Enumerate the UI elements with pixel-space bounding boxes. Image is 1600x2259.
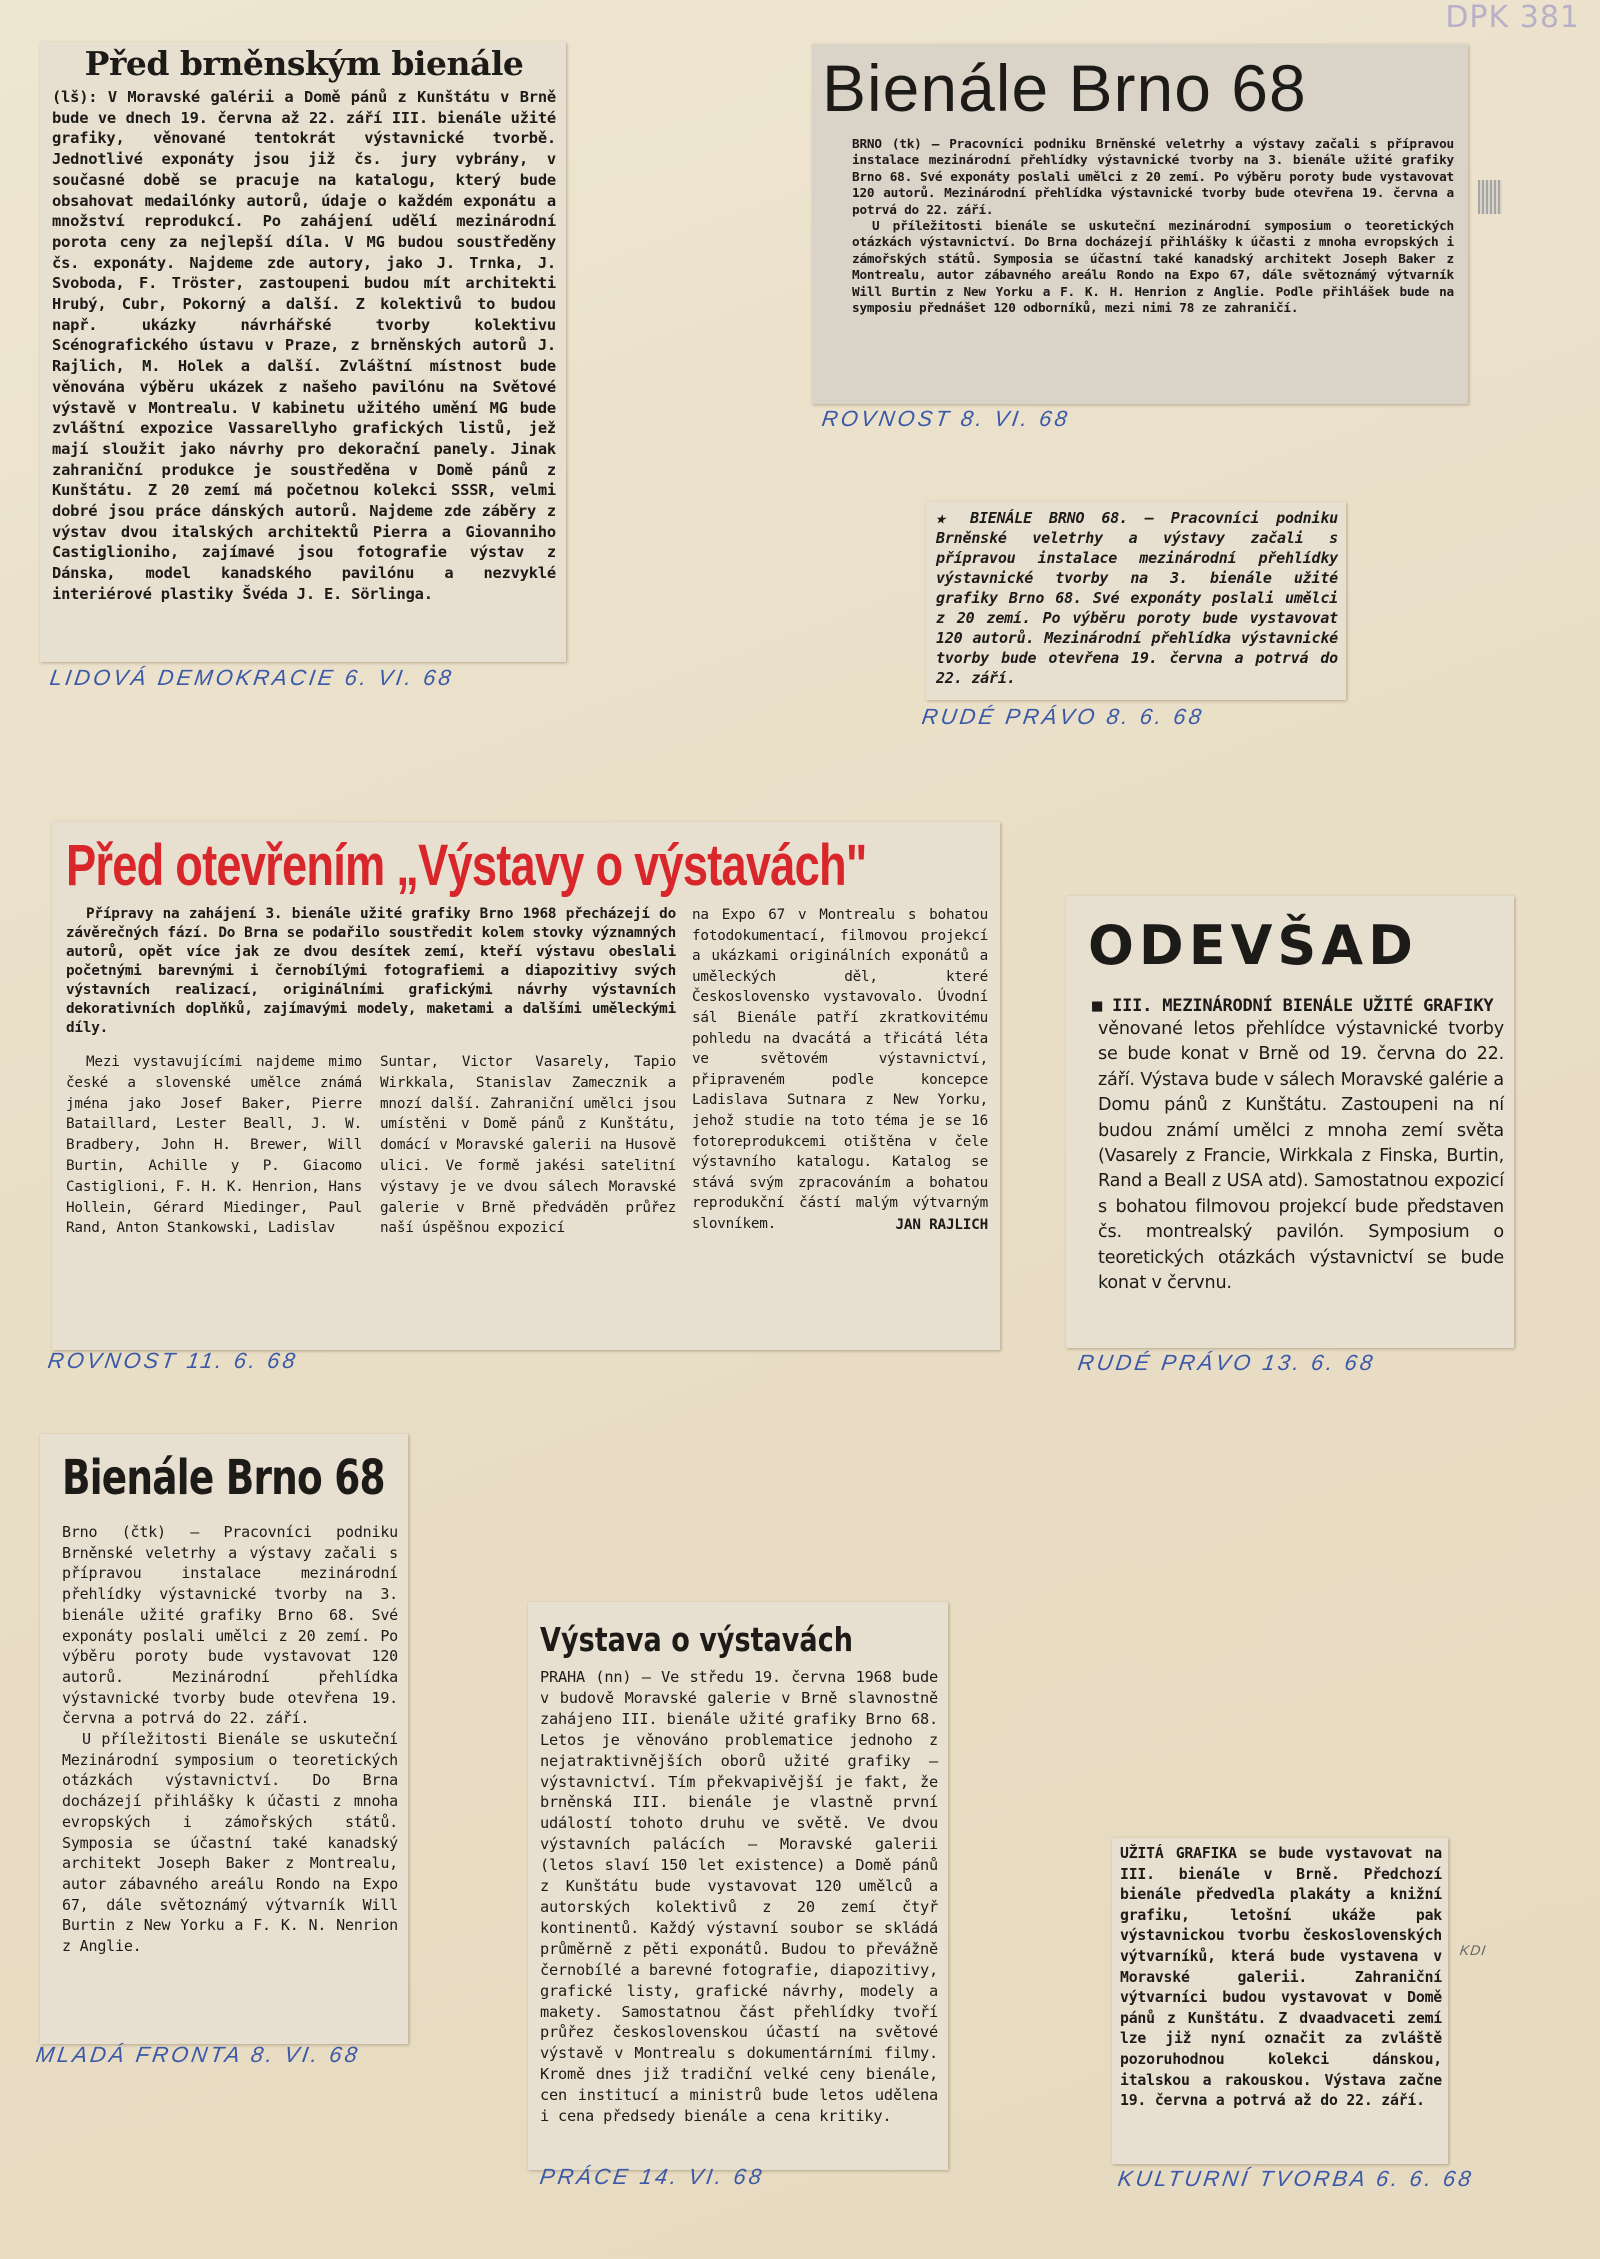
- clipping-headline: Bienále Brno 68: [62, 1450, 385, 1506]
- clipping-prace: [528, 1602, 948, 2170]
- clipping-kulturni-tvorba: [1112, 1838, 1448, 2164]
- clipping-lidova-demokracie: [40, 42, 566, 662]
- side-mark: KDI: [1458, 1942, 1488, 1958]
- article-column-3: na Expo 67 v Montrealu s bohatou fotodokumentací, filmovou projekcí a ukázkami originálních exponátů a uměleckých děl, které Československo vystavovalo. Úvodní sál Bienále patří zkratkovitému pohledu na dvacátá a třicátá léta ve světovém výstavnictví, připraveném podle koncepce Ladislava Sutnara z New Yorku, jehož studie na toto téma je se 16 fotoreprodukcemi otištěna v čele výstavního katalogu. Katalog se stává svým zpracováním a bohatou reprodukční částí malým výtvarným slovníkem.: [692, 907, 988, 1232]
- clipping-headline: Před otevřením „Výstavy o výstavách": [66, 833, 867, 898]
- edge-stamp: [1478, 180, 1502, 214]
- clipping-headline: Bienále Brno 68: [822, 51, 1307, 125]
- clipping-text: U příležitosti Bienále se uskuteční Mezinárodní symposium o teoretických otázkách výstavnictví. Do Brna docházejí přihlášky k účasti z mnoha evropských i zámořských států. Symposia se účastní také kanadský architekt Joseph Baker z Montrealu, autor zábavného areálu Rondo na Expo 67, dále světoznámý výtvarník Will Burtin z New Yorku a F. K. N. Nenrion z Anglie.: [62, 1730, 398, 1956]
- article-columns: [66, 905, 988, 1239]
- clipping-rude-pravo-2: [1066, 896, 1514, 1348]
- clipping-source: KULTURNÍ TVORBA 6. 6. 68: [1116, 2166, 1476, 2191]
- article-column-2: Suntar, Victor Vasarely, Tapio Wirkkala, Stanislav Zamecznik a mnozí další. Zahraniční umělci jsou umístěni v Domě pánů z Kunštátu, domácí v Moravské galerii na Husově ulici. Ve formě jakési satelitní výstavy je ve dvou sálech Moravské galerie v Brně předváděn průřez naší úspěšnou expozicí: [380, 1054, 676, 1237]
- clipping-source: ROVNOST 8. VI. 68: [820, 406, 1072, 431]
- clipping-source: MLADÁ FRONTA 8. VI. 68: [34, 2042, 362, 2067]
- clipping-mlada-fronta: [40, 1434, 408, 2044]
- clipping-text: U příležitosti bienále se uskuteční mezinárodní symposium o teoretických otázkách výstavnictví. Do Brna docházejí přihlášky k účasti z mnoha evropských i zámořských států. Symposia se účastní také kanadský architekt Joseph Baker z Montrealu, autor zábavného areálu Rondo na Expo 67, dále světoznámý výtvarník Will Burtin z New Yorku a F. K. H. Henrion z Anglie. Podle přihlášek bude na symposiu přednášet 120 odborníků, mezi nimi 78 ze zahraničí.: [852, 218, 1454, 316]
- clipping-source: RUDÉ PRÁVO 8. 6. 68: [920, 704, 1206, 729]
- article-lead: Přípravy na zahájení 3. bienále užité grafiky Brno 1968 přecházejí do závěrečných fází. Do Brna se podařilo soustředit kolem stovky významných autorů, opět více jak ze dvou desítek zemí, kteří výstavu obeslali početnými barevnými i černobílými fotografiemi a diapozitivy svých výstavních realizací, originálními grafickými návrhy výstavních dekorativních doplňků, zajímavými modely, maketami a dalšími uměleckými díly.: [66, 906, 676, 1036]
- clipping-source: RUDÉ PRÁVO 13. 6. 68: [1076, 1350, 1378, 1375]
- clipping-source: LIDOVÁ DEMOKRACIE 6. VI. 68: [48, 665, 456, 690]
- text-columns: [66, 1052, 676, 1239]
- clipping-text: Brno (čtk) — Pracovníci podniku Brněnské veletrhy a výstavy začali s přípravou instalace mezinárodní přehlídky výstavnické tvorby na 3. bienále užité grafiky Brno 68. Své exponáty poslali umělci z 20 zemí. Po výběru poroty bude vystavovat 120 autorů. Mezinárodní přehlídka výstavnické tvorby bude otevřena 19. června a potrvá do 22. září.: [62, 1523, 398, 1728]
- clipping-subhead: ■ III. MEZINÁRODNÍ BIENÁLE UŽITÉ GRAFIKY: [1092, 996, 1494, 1016]
- clipping-text: věnované letos přehlídce výstavnické tvorby se bude konat v Brně od 19. června do 22. září. Výstava bude v sálech Moravské galérie a Domu pánů z Kunštátu. Zastoupeni na ní budou známí umělci z mnoha zemí světa (Vasarely z Francie, Wirkkala z Finska, Burtin, Rand a Beall z USA atd). Samostatnou expozicí s bohatou filmovou projekcí bude představen čs. montrealský pavilón. Symposium o teoretických otázkách výstavnictví se bude konat v červnu.: [1098, 1019, 1504, 1294]
- clipping-headline: ODEVŠAD: [1088, 914, 1418, 977]
- right-column: [692, 905, 988, 1239]
- clipping-rovnost-1: [812, 44, 1468, 404]
- clipping-text: PRAHA (nn) — Ve středu 19. června 1968 bude v budově Moravské galerie v Brně slavnostně zahájeno III. bienále užité grafiky Brno 68. Letos je věnováno problematice jednoho z nejatraktivnějších oborů užité grafiky — výstavnictví. Tím překvapivější je fakt, že brněnská III. bienále je vlastně první událostí tohoto druhu ve světě. Ve dvou výstavních palácích — Moravské galerii (letos slaví 150 let existence) a Domě pánů z Kunštátu bude vystavovat 120 umělců a autorských kolektivů z 20 zemí čtyř kontinentů. Každý výstavní soubor se skládá průměrně z pěti exponátů. Budou to převážně černobílé a barevné fotografie, diapozitivy, grafické listy, grafické návrhy, modely a makety. Samostatnou část přehlídky tvoří průřez československou účastí na světové výstavě v Montrealu s dokumentárními filmy. Kromě dnes již tradiční velké ceny bienále, cen institucí a ministrů bude letos udělena i cena předsedy bienále a cena kritiky.: [540, 1668, 938, 2126]
- article-column-1: Mezi vystavujícími najdeme mimo české a slovenské umělce známá jména jako Josef Baker, Pierre Bataillard, Lester Beall, J. W. Bradbery, John H. Brewer, Will Burtin, Achille y P. Giacomo Castiglioni, F. H. K. Henrion, Hans Hollein, Gérard Miedinger, Paul Rand, Anton Stankowski, Ladislav: [66, 1054, 362, 1237]
- clipping-text: ★ BIENÁLE BRNO 68. — Pracovníci podniku Brněnské veletrhy a výstavy začali s přípravou instalace mezinárodní přehlídky výstavnické tvorby na 3. bienále užité grafiky Brno 68. Své exponáty poslali umělci z 20 zemí. Po výběru poroty bude vystavovat 120 autorů. Mezinárodní přehlídka výstavnické tvorby bude otevřena 19. června a potrvá do 22. září.: [936, 509, 1338, 687]
- clipping-text: UŽITÁ GRAFIKA se bude vystavovat na III. bienále v Brně. Předchozí bienále předvedla plakáty a knižní grafiku, letošní ukáže pak výstavnickou tvorbu československých výtvarníků, která bude vystavena v Moravské galerii. Zahraniční výtvarníci budou vystavovat v Domě pánů z Kunštátu. Z dvaadvaceti zemí lze již nyní označit za zvláště pozoruhodnou kolekci dánskou, italskou a rakouskou. Výstava začne 19. června a potrvá až do 22. září.: [1120, 1845, 1442, 2110]
- clipping-headline: Výstava o výstavách: [540, 1620, 854, 1659]
- clipping-rude-pravo-1: [926, 502, 1346, 700]
- clipping-headline: Před brněnským bienále: [84, 44, 524, 83]
- archive-mark: DPK 381: [1445, 0, 1580, 35]
- clipping-source: PRÁCE 14. VI. 68: [538, 2164, 766, 2189]
- left-columns: [66, 905, 676, 1239]
- clipping-text: (lš): V Moravské galérii a Domě pánů z Kunštátu v Brně bude ve dnech 19. června až 22. září III. bienále užité grafiky, věnované tentokrát výstavnické tvorbě. Jednotlivé exponáty jsou již čs. jury vybrány, v současné době se pracuje na katalogu, který bude obsahovat medailónky autorů, údaje o každém exponátu a množství reprodukcí. Po zahájení udělí mezinárodní porota ceny za nejlepší díla. V MG budou soustředěny čs. exponáty. Najdeme zde autory, jako J. Trnka, J. Svoboda, F. Tröster, zastoupeni budou mít architekti Hrubý, Cubr, Pokorný a další. Z kolektivů to budou např. ukázky návrhářské tvorby kolektivu Scénografického ústavu v Praze, z brněnských autorů J. Rajlich, M. Holek a další. Zvláštní místnost bude věnována výběru ukázek z našeho pavilónu na Světové výstavě v Montrealu. V kabinetu užitého umění MG bude zvláštní expozice Vassarellyho grafických listů, jež mají sloužit jako návrhy pro dekorační panely. Jinak zahraniční produkce je soustředěna v Domě pánů z Kunštátu. Z 20 zemí má početnou kolekci SSSR, velmi dobré jsou práce dánských autorů. Najdeme zde záběry z výstav dvou italských architektů Pierra a Giovanniho Castiglioniho, zajímavé jsou fotografie výstav z Dánska, model kanadského pavilónu a nezvyklé interiérové plastiky Švéda J. E. Sörlinga.: [52, 88, 556, 603]
- article-author: JAN RAJLICH: [895, 1216, 988, 1233]
- clipping-text: BRNO (tk) — Pracovníci podniku Brněnské veletrhy a výstavy začali s přípravou instalace mezinárodní přehlídky výstavnické tvorby na 3. bienále užité grafiky Brno 68. Své exponáty poslali umělci z 20 zemí. Po výběru poroty bude vystavovat 120 autorů. Mezinárodní přehlídka výstavnické tvorby bude otevřena 19. června a potrvá do 22. září.: [852, 136, 1454, 217]
- clipping-source: ROVNOST 11. 6. 68: [46, 1348, 300, 1373]
- clipping-rovnost-2: [52, 822, 1000, 1350]
